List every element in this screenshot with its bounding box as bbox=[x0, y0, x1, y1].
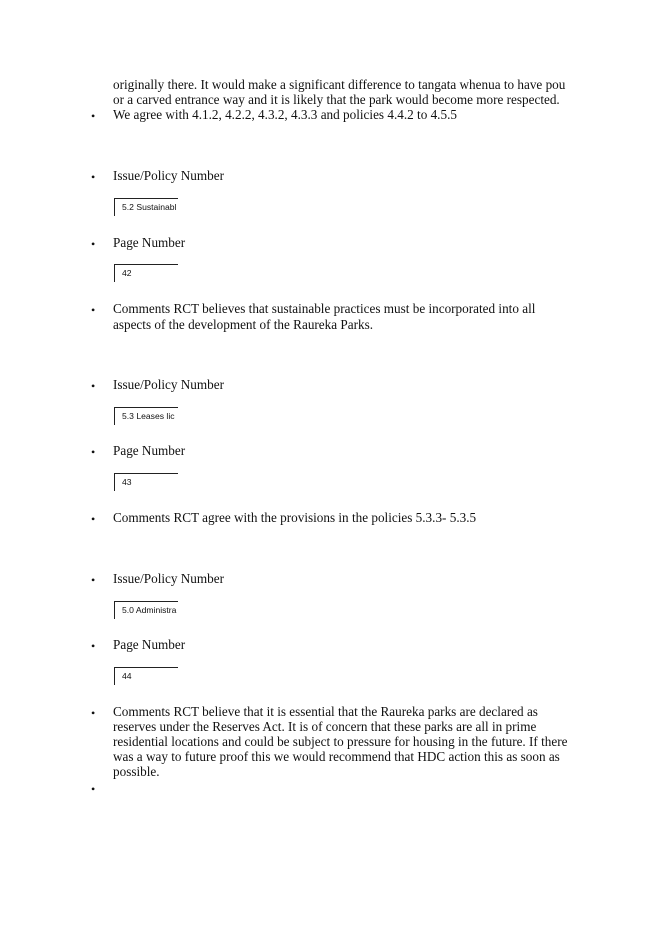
comment-line-2: reserves under the Reserves Act. It is of concern that these parks are all in prime bbox=[113, 719, 537, 734]
intro-line-1: originally there. It would make a significant difference to tangata whenua to have pou bbox=[113, 77, 566, 92]
issue-policy-field[interactable]: 5.2 Sustainabl bbox=[114, 198, 178, 216]
bullet: • bbox=[91, 170, 96, 184]
bullet: • bbox=[91, 782, 96, 796]
issue-policy-label: Issue/Policy Number bbox=[113, 168, 224, 183]
page-number-field[interactable]: 43 bbox=[114, 473, 178, 491]
issue-policy-label: Issue/Policy Number bbox=[113, 377, 224, 392]
bullet: • bbox=[91, 512, 96, 526]
agree-text: We agree with 4.1.2, 4.2.2, 4.3.2, 4.3.3 and policies 4.4.2 to 4.5.5 bbox=[113, 107, 457, 122]
comment-line-5: possible. bbox=[113, 764, 160, 779]
issue-policy-field[interactable]: 5.3 Leases lic bbox=[114, 407, 178, 425]
intro-line-2: or a carved entrance way and it is likely that the park would become more respected. bbox=[113, 92, 560, 107]
comment-line-3: residential locations and could be subject to pressure for housing in the future. If there bbox=[113, 734, 568, 749]
page-number-field[interactable]: 44 bbox=[114, 667, 178, 685]
page-number-label: Page Number bbox=[113, 637, 186, 652]
page-number-label: Page Number bbox=[113, 235, 186, 250]
bullet: • bbox=[91, 237, 96, 251]
comment-line-4: was a way to future proof this we would recommend that HDC action this as soon as bbox=[113, 749, 560, 764]
bullet: • bbox=[91, 639, 96, 653]
issue-policy-label: Issue/Policy Number bbox=[113, 571, 224, 586]
issue-policy-field[interactable]: 5.0 Administra bbox=[114, 601, 178, 619]
comment-text: Comments RCT believes that sustainable practices must be incorporated into all aspects of the development of the Raureka Parks. bbox=[113, 301, 536, 332]
bullet: • bbox=[91, 109, 96, 123]
comment-line-1: Comments RCT believe that it is essential that the Raureka parks are declared as bbox=[113, 704, 538, 719]
bullet: • bbox=[91, 706, 96, 720]
bullet: • bbox=[91, 445, 96, 459]
bullet: • bbox=[91, 573, 96, 587]
bullet: • bbox=[91, 303, 96, 317]
comment-text: Comments RCT agree with the provisions in the policies 5.3.3- 5.3.5 bbox=[113, 510, 477, 525]
page-number-field[interactable]: 42 bbox=[114, 264, 178, 282]
bullet: • bbox=[91, 379, 96, 393]
page-number-label: Page Number bbox=[113, 443, 186, 458]
